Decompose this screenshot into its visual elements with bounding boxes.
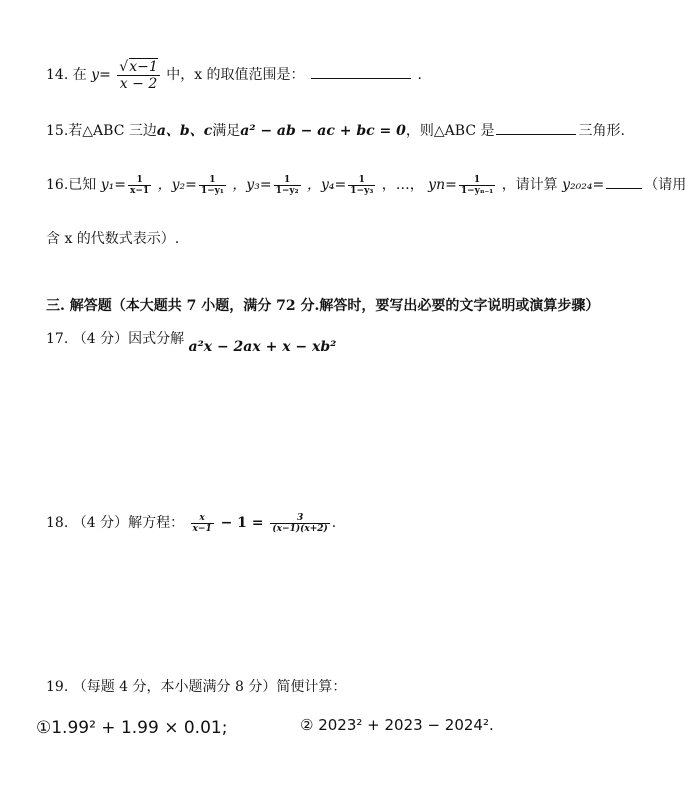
q16-ask: ，请计算	[501, 177, 558, 193]
q14-text: 中，x 的取值范围是：	[166, 67, 305, 83]
q17-lead: 17. （4 分）因式分解	[46, 331, 185, 347]
q16-lead: 16.已知	[46, 177, 97, 193]
q16-y3: ，y₃=	[232, 177, 272, 193]
q16-answer-blank[interactable]	[606, 187, 642, 189]
q16-y2024: y₂₀₂₄=	[562, 177, 605, 193]
question-18	[46, 512, 336, 534]
q19-lead: 19. （每题 4 分，本小题满分 8 分）简便计算：	[46, 679, 347, 695]
q18-lead: 18. （4 分）解方程：	[46, 515, 185, 531]
q14-fraction	[117, 58, 159, 92]
question-14	[46, 58, 422, 92]
q19-part-1-text: ①1.99² + 1.99 × 0.01;	[36, 718, 228, 738]
section-3-title: 三. 解答题（本大题共 7 小题，满分 72 分.解答时，要写出必要的文字说明或演算步骤）	[46, 298, 600, 314]
q16-fraction-2: $\frac{1}{\text{1−y₁}}$	[200, 174, 224, 196]
q16-fraction-n: $\frac{1}{\text{1−yₙ₋₁}}$	[460, 174, 494, 196]
section-3-heading	[46, 295, 599, 315]
q16-y4: ，y₄=	[307, 177, 347, 193]
q19-part-1	[36, 718, 227, 738]
q16-fraction-1: $\frac{1}{x-1}$	[129, 174, 150, 196]
q18-minus-equals: − 1 =	[215, 515, 269, 531]
q14-numerator: x−1	[129, 59, 158, 75]
q18-right-fraction: $\frac{3}{(x-1)(x+2)}$	[272, 512, 328, 534]
q15-end: 三角形.	[578, 123, 625, 139]
q17-expression: a²x − 2ax + x − xb²	[188, 339, 337, 355]
q15-mid: 满足	[212, 123, 241, 139]
q14-number: 14. 在	[46, 67, 87, 83]
q14-denominator: x − 2	[117, 75, 159, 92]
q14-equals: =	[99, 67, 111, 83]
sqrt-symbol: √	[119, 59, 129, 75]
q14-answer-blank[interactable]	[311, 77, 411, 79]
q16-tail: （请用	[644, 177, 686, 193]
q15-tail: ，则△ABC 是	[405, 123, 495, 139]
q16-dots: ，…，	[381, 177, 424, 193]
q18-left-fraction: $\frac{x}{x-1}$	[192, 512, 212, 534]
q19-part-2-text: ② 2023² + 2023 − 2024².	[300, 716, 494, 734]
q15-lead: 15.若△ABC 三边	[46, 123, 157, 139]
question-17	[46, 328, 337, 355]
q16-yn: yn=	[428, 177, 457, 193]
q19-part-2	[300, 716, 494, 734]
q15-vars: a、b、c	[156, 123, 213, 139]
q18-end: .	[331, 515, 337, 531]
q14-end: .	[417, 67, 422, 83]
question-19	[46, 676, 346, 696]
q14-y: y	[91, 67, 100, 83]
q16-fraction-4: $\frac{1}{\text{1−y₃}}$	[350, 174, 374, 196]
question-15	[46, 120, 625, 140]
question-16	[46, 174, 686, 196]
q15-equation: a² − ab − ac + bc = 0	[240, 123, 406, 139]
q16-fraction-3: $\frac{1}{\text{1−y₂}}$	[275, 174, 299, 196]
q16-line2: 含 x 的代数式表示）.	[46, 231, 180, 247]
question-16-continued	[46, 228, 179, 248]
q15-answer-blank[interactable]	[496, 133, 576, 135]
q16-y2: ，y₂=	[157, 177, 197, 193]
q16-y1: y₁=	[100, 177, 126, 193]
